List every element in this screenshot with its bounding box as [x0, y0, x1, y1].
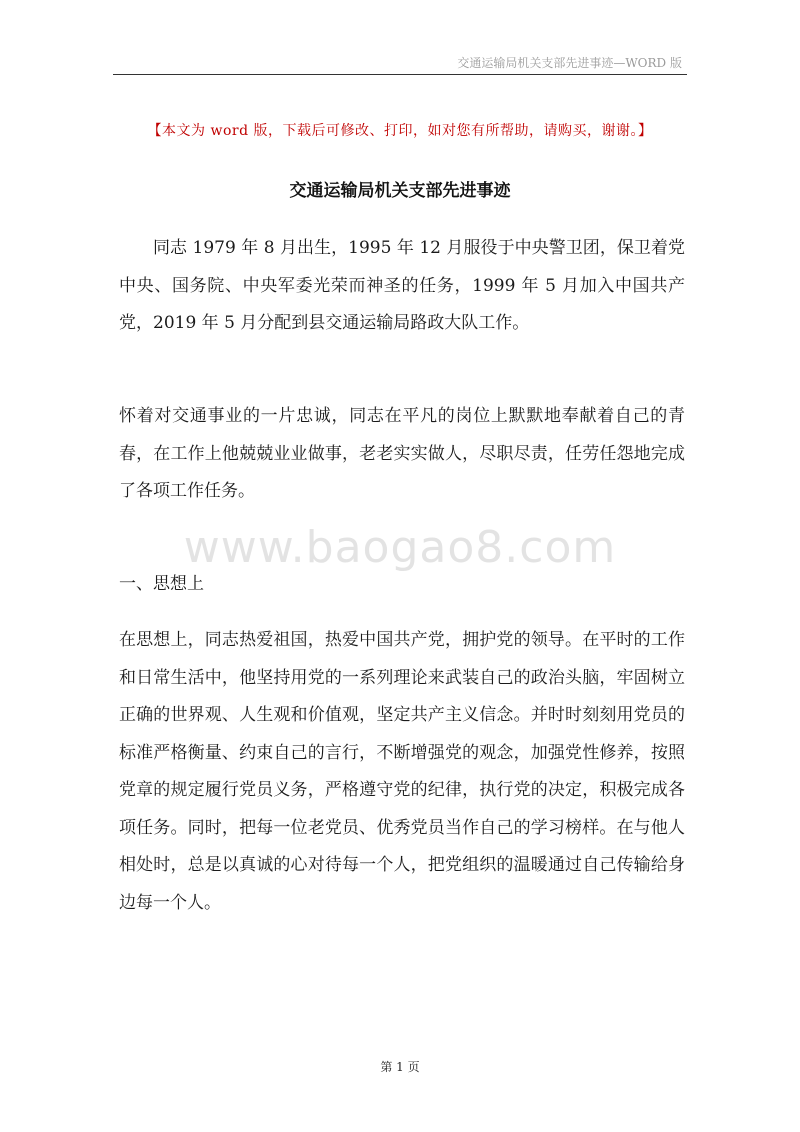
section-heading-ideology: 一、思想上 — [119, 574, 204, 594]
header-title: 交通运输局机关支部先进事迹—WORD 版 — [457, 56, 682, 70]
paragraph-dedication: 怀着对交通事业的一片忠诚，同志在平凡的岗位上默默地奉献着自己的青春，在工作上他兢兢业业做事，老老实实做人，尽职尽责，任劳任怨地完成了各项工作任务。 — [119, 406, 685, 501]
document-title: 交通运输局机关支部先进事迹 — [289, 181, 511, 201]
paragraph-ideology: 在思想上，同志热爱祖国，热爱中国共产党，拥护党的领导。在平时的工作和日常生活中，他坚持用党的一系列理论来武装自己的政治头脑，牢固树立正确的世界观、人生观和价值观，坚定共产主义信念。并时时刻刻用党员的标准严格衡量、约束自己的言行，不断增强党的观念，加强党性修养，按照党章的规定履行党员义务，严格遵守党的纪律，执行党的决定，积极完成各项任务。同时，把每一位老党员、优秀党员当作自己的学习榜样。在与他人相处时，总是以真诚的心对待每一个人，把党组织的温暖通过自己传输给身边每一个人。 — [119, 630, 685, 913]
header-divider — [113, 74, 687, 75]
page-number: 第 1 页 — [380, 1060, 420, 1074]
paragraph-intro: 同志 1979 年 8 月出生，1995 年 12 月服役于中央警卫团，保卫着党中央、国务院、中央军委光荣而神圣的任务，1999 年 5 月加入中国共产党，2019 年 5 月分配到县交通运输局路政大队工作。 — [119, 238, 685, 333]
purchase-notice: 【本文为 word 版，下载后可修改、打印，如对您有所帮助，请购买，谢谢。】 — [147, 123, 653, 139]
watermark: www.baogao8.com — [183, 522, 617, 573]
